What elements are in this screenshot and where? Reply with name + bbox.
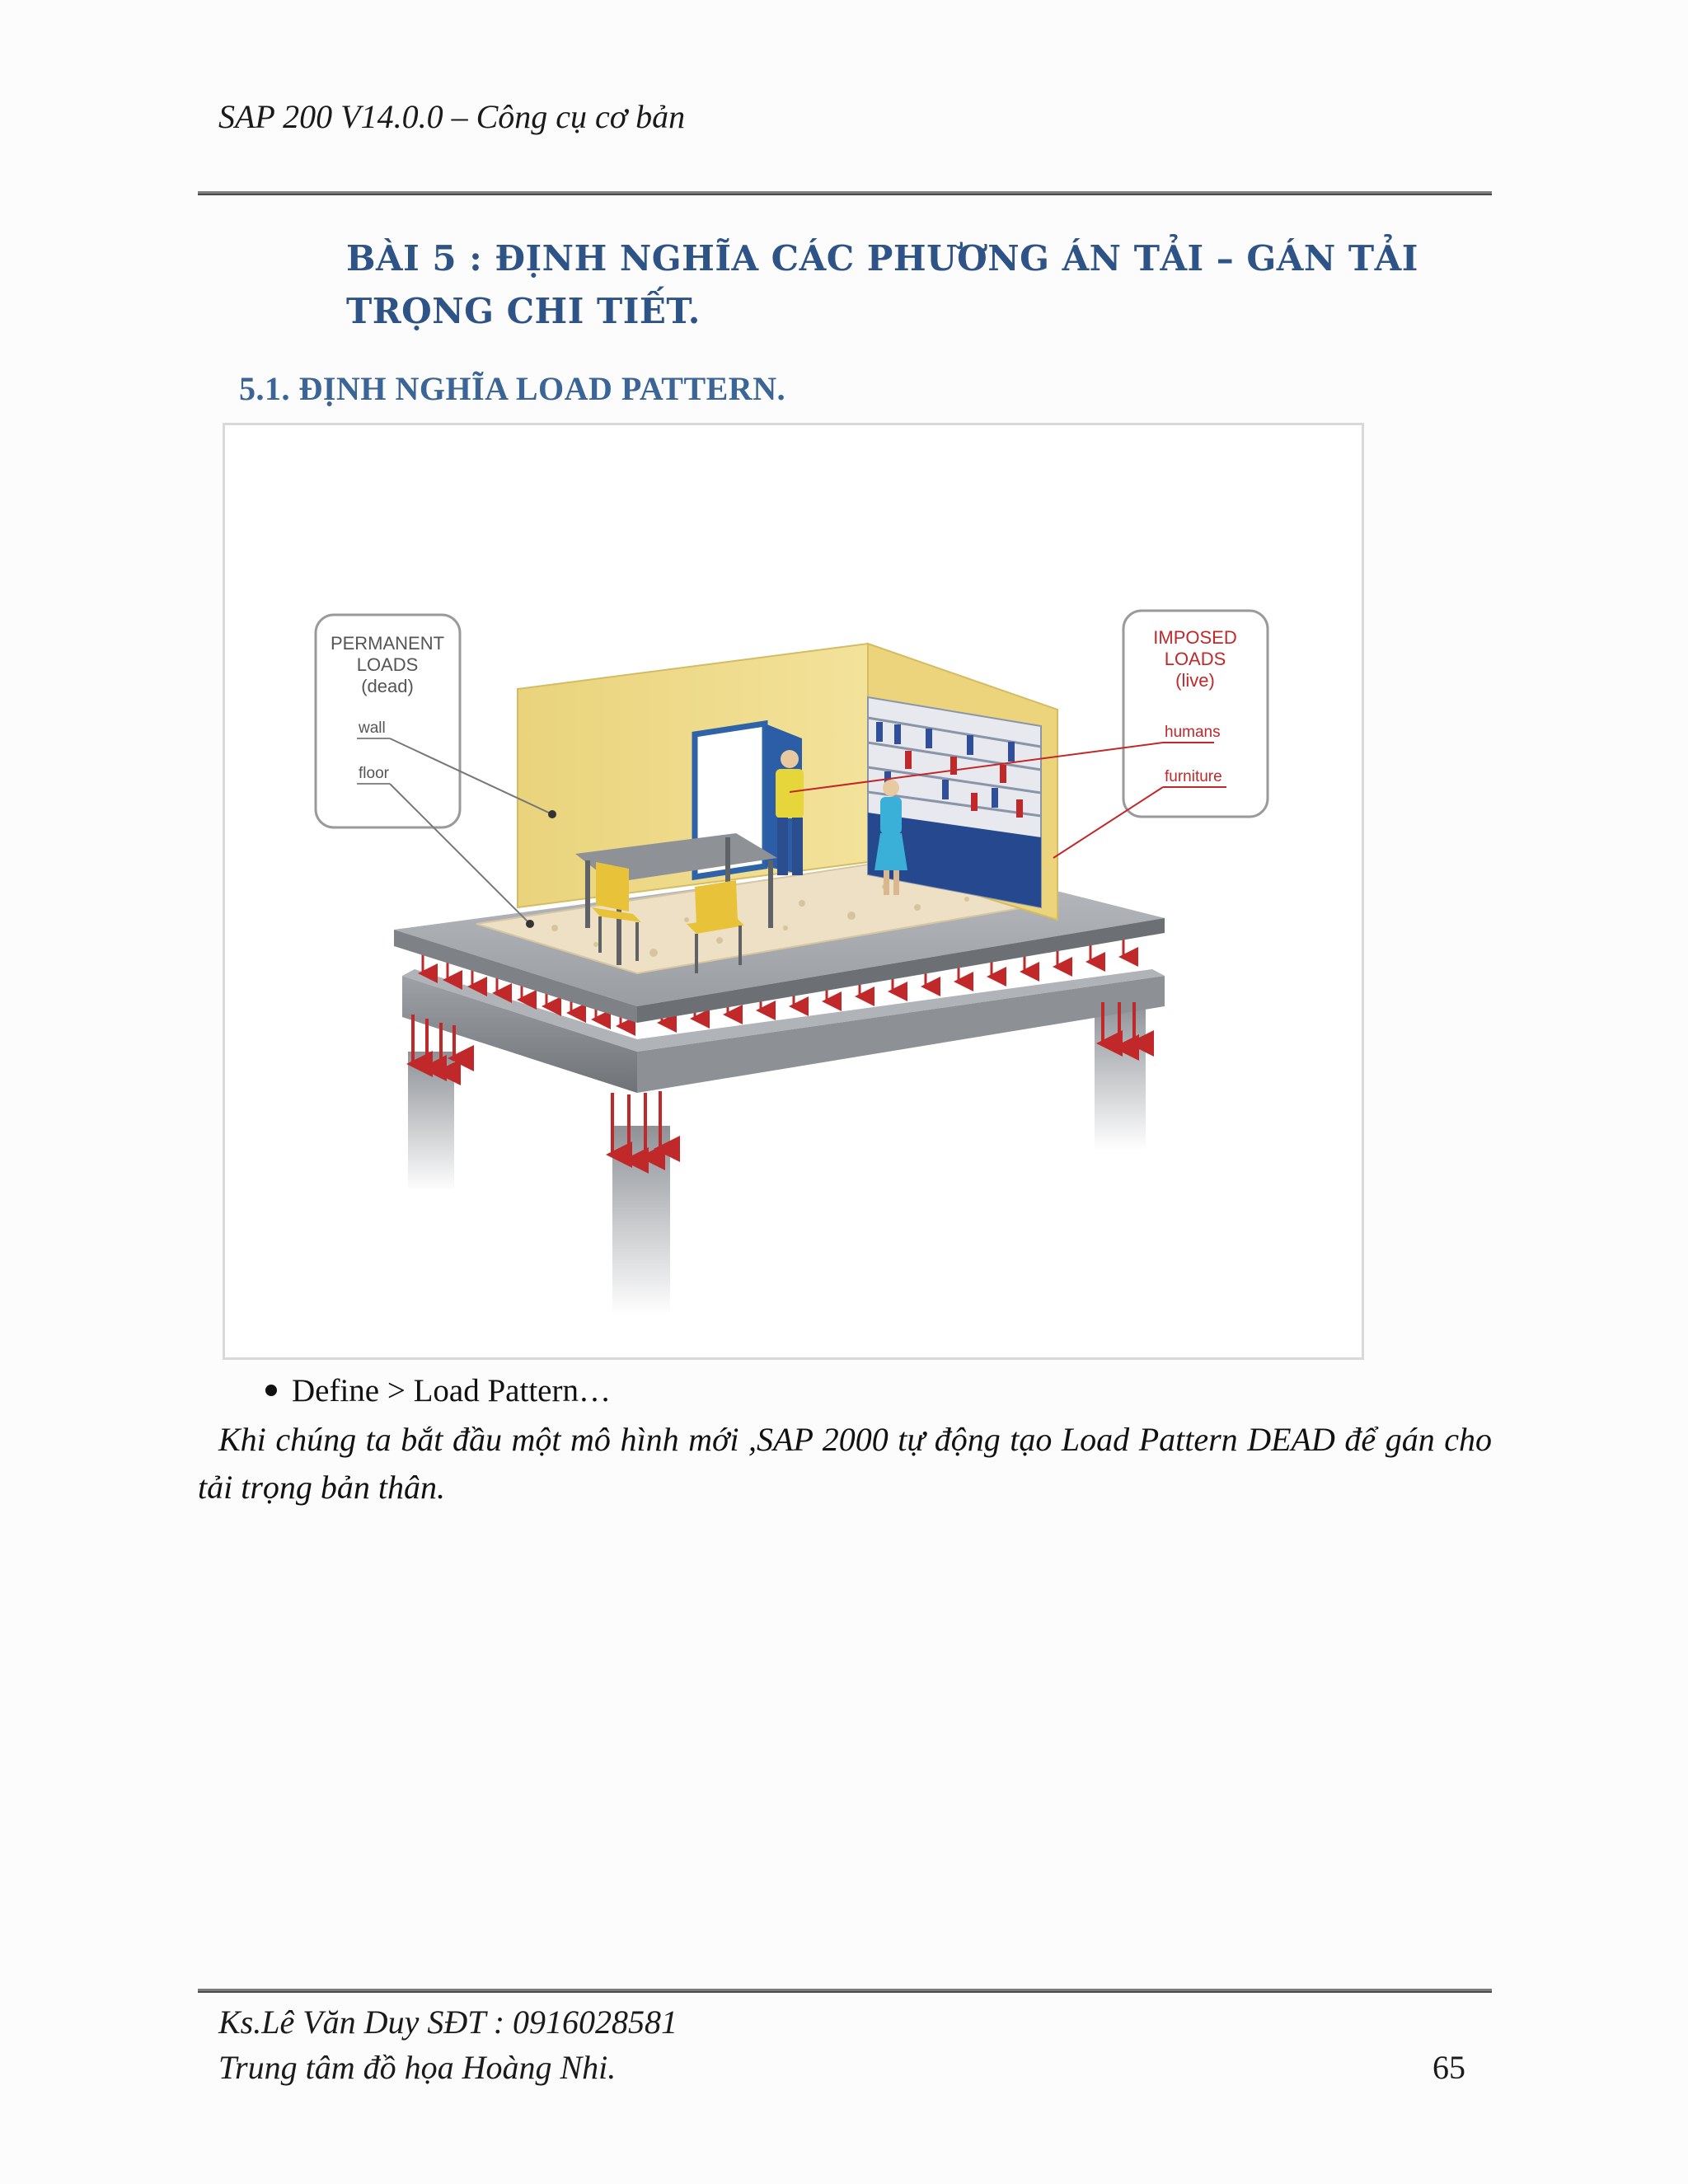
humans-label: humans <box>1165 724 1221 741</box>
menu-path-text: Define > Load Pattern… <box>292 1373 611 1408</box>
running-header: SAP 200 V14.0.0 – Công cụ cơ bản <box>218 98 686 135</box>
imposed-loads-label: IMPOSED <box>1153 627 1237 648</box>
lesson-title: BÀI 5 : ĐỊNH NGHĨA CÁC PHƯƠNG ÁN TẢI – GÁN TẢI TRỌNG CHI TIẾT. <box>346 238 1418 331</box>
section-title: 5.1. ĐỊNH NGHĨA LOAD PATTERN. <box>239 370 786 407</box>
permanent-loads-label-3: (dead) <box>361 676 414 696</box>
load-illustration-figure <box>223 423 1364 1360</box>
permanent-loads-label-2: LOADS <box>356 654 419 675</box>
wall-label: wall <box>359 719 386 737</box>
author-contact: Ks.Lê Văn Duy SĐT : 0916028581 <box>218 2004 678 2041</box>
imposed-loads-label-3: (live) <box>1175 670 1215 691</box>
furniture-label: furniture <box>1165 768 1222 785</box>
organization-name: Trung tâm đồ họa Hoàng Nhi. <box>218 2049 617 2086</box>
imposed-loads-label-2: LOADS <box>1164 649 1226 669</box>
bullet-item <box>265 1372 611 1409</box>
floor-label: floor <box>359 765 389 782</box>
header-divider <box>198 191 1492 195</box>
footer-divider <box>198 1989 1492 1993</box>
permanent-loads-label: PERMANENT <box>330 633 445 654</box>
page-number: 65 <box>1432 2049 1465 2086</box>
body-paragraph: Khi chúng ta bắt đầu một mô hình mới ,SAP 2000 tự động tạo Load Pattern DEAD để gán cho tải trọng bản thân. <box>198 1421 1492 1506</box>
bullet-icon <box>265 1385 277 1396</box>
load-illustration <box>225 425 1362 1357</box>
